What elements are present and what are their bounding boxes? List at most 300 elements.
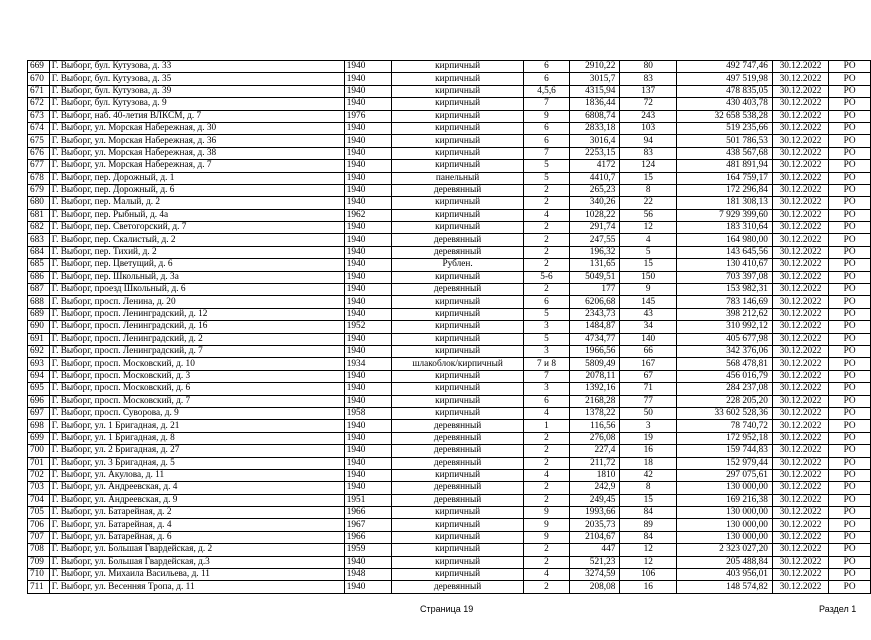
address-cell: Г. Выборг, бул. Кутузова, д. 39 — [49, 85, 344, 97]
area-cell: 276,08 — [569, 432, 620, 444]
area-cell: 447 — [569, 544, 620, 556]
area-cell: 2253,15 — [569, 147, 620, 159]
address-cell: Г. Выборг, просп. Ленинградский, д. 12 — [49, 308, 344, 320]
wall-material-cell: кирпичный — [391, 73, 524, 85]
table-row — [28, 147, 871, 159]
cost-cell: 32 658 538,28 — [677, 110, 773, 122]
area-cell: 265,23 — [569, 184, 620, 196]
area-cell: 2910,22 — [569, 61, 620, 73]
cost-cell: 183 310,64 — [677, 222, 773, 234]
build-year-cell: 1940 — [344, 271, 391, 283]
area-cell: 3015,7 — [569, 73, 620, 85]
cost-cell: 456 016,79 — [677, 370, 773, 382]
date-cell: 30.12.2022 — [772, 556, 828, 568]
row-number-cell: 700 — [28, 445, 50, 457]
area-cell: 2343,73 — [569, 308, 620, 320]
row-number-cell: 687 — [28, 284, 50, 296]
program-code-cell: РО — [829, 73, 871, 85]
table-row — [28, 581, 871, 593]
cost-cell: 297 075,61 — [677, 469, 773, 481]
date-cell: 30.12.2022 — [772, 296, 828, 308]
date-cell: 30.12.2022 — [772, 494, 828, 506]
floors-cell: 2 — [524, 234, 569, 246]
wall-material-cell: деревянный — [391, 482, 524, 494]
cost-cell: 159 744,83 — [677, 445, 773, 457]
area-cell: 1836,44 — [569, 98, 620, 110]
date-cell: 30.12.2022 — [772, 544, 828, 556]
program-code-cell: РО — [829, 147, 871, 159]
area-cell: 1378,22 — [569, 407, 620, 419]
floors-cell: 2 — [524, 259, 569, 271]
row-number-cell: 672 — [28, 98, 50, 110]
program-code-cell: РО — [829, 222, 871, 234]
address-cell: Г. Выборг, ул. Андреевская, д. 4 — [49, 482, 344, 494]
address-cell: Г. Выборг, ул. Батарейная, д. 2 — [49, 507, 344, 519]
build-year-cell: 1940 — [344, 482, 391, 494]
floors-cell: 6 — [524, 61, 569, 73]
program-code-cell: РО — [829, 85, 871, 97]
floors-cell: 9 — [524, 519, 569, 531]
area-cell: 1392,16 — [569, 383, 620, 395]
date-cell: 30.12.2022 — [772, 122, 828, 134]
row-number-cell: 699 — [28, 432, 50, 444]
residents-cell: 16 — [620, 445, 677, 457]
wall-material-cell: кирпичный — [391, 544, 524, 556]
wall-material-cell: деревянный — [391, 457, 524, 469]
wall-material-cell: деревянный — [391, 581, 524, 593]
table-row — [28, 222, 871, 234]
table-row — [28, 407, 871, 419]
date-cell: 30.12.2022 — [772, 333, 828, 345]
build-year-cell: 1940 — [344, 259, 391, 271]
residents-cell: 15 — [620, 172, 677, 184]
area-cell: 4315,94 — [569, 85, 620, 97]
address-cell: Г. Выборг, проезд Школьный, д. 6 — [49, 284, 344, 296]
residents-cell: 50 — [620, 407, 677, 419]
program-code-cell: РО — [829, 271, 871, 283]
cost-cell: 130 410,67 — [677, 259, 773, 271]
build-year-cell: 1940 — [344, 296, 391, 308]
wall-material-cell: деревянный — [391, 284, 524, 296]
floors-cell: 6 — [524, 296, 569, 308]
area-cell: 249,45 — [569, 494, 620, 506]
table-row — [28, 271, 871, 283]
table-row — [28, 333, 871, 345]
build-year-cell: 1940 — [344, 98, 391, 110]
date-cell: 30.12.2022 — [772, 519, 828, 531]
cost-cell: 172 296,84 — [677, 184, 773, 196]
cost-cell: 130 000,00 — [677, 507, 773, 519]
row-number-cell: 675 — [28, 135, 50, 147]
date-cell: 30.12.2022 — [772, 407, 828, 419]
address-cell: Г. Выборг, просп. Ленинградский, д. 2 — [49, 333, 344, 345]
floors-cell: 9 — [524, 531, 569, 543]
date-cell: 30.12.2022 — [772, 569, 828, 581]
floors-cell: 5-6 — [524, 271, 569, 283]
residents-cell: 16 — [620, 581, 677, 593]
program-code-cell: РО — [829, 370, 871, 382]
row-number-cell: 695 — [28, 383, 50, 395]
row-number-cell: 671 — [28, 85, 50, 97]
wall-material-cell: кирпичный — [391, 110, 524, 122]
build-year-cell: 1958 — [344, 407, 391, 419]
build-year-cell: 1940 — [344, 147, 391, 159]
build-year-cell: 1976 — [344, 110, 391, 122]
row-number-cell: 706 — [28, 519, 50, 531]
area-cell: 4734,77 — [569, 333, 620, 345]
area-cell: 242,9 — [569, 482, 620, 494]
address-cell: Г. Выборг, ул. Морская Набережная, д. 36 — [49, 135, 344, 147]
wall-material-cell: деревянный — [391, 184, 524, 196]
floors-cell: 1 — [524, 420, 569, 432]
row-number-cell: 689 — [28, 308, 50, 320]
program-code-cell: РО — [829, 197, 871, 209]
build-year-cell: 1940 — [344, 246, 391, 258]
area-cell: 521,23 — [569, 556, 620, 568]
date-cell: 30.12.2022 — [772, 259, 828, 271]
row-number-cell: 682 — [28, 222, 50, 234]
floors-cell: 6 — [524, 135, 569, 147]
date-cell: 30.12.2022 — [772, 234, 828, 246]
residents-cell: 12 — [620, 222, 677, 234]
residents-cell: 56 — [620, 209, 677, 221]
date-cell: 30.12.2022 — [772, 73, 828, 85]
table-row — [28, 197, 871, 209]
wall-material-cell: деревянный — [391, 445, 524, 457]
date-cell: 30.12.2022 — [772, 507, 828, 519]
floors-cell: 2 — [524, 482, 569, 494]
residents-cell: 84 — [620, 531, 677, 543]
address-cell: Г. Выборг, просп. Суворова, д. 9 — [49, 407, 344, 419]
row-number-cell: 701 — [28, 457, 50, 469]
cost-cell: 164 759,17 — [677, 172, 773, 184]
area-cell: 1810 — [569, 469, 620, 481]
date-cell: 30.12.2022 — [772, 271, 828, 283]
program-code-cell: РО — [829, 432, 871, 444]
build-year-cell: 1940 — [344, 284, 391, 296]
residents-cell: 167 — [620, 358, 677, 370]
date-cell: 30.12.2022 — [772, 246, 828, 258]
row-number-cell: 673 — [28, 110, 50, 122]
date-cell: 30.12.2022 — [772, 147, 828, 159]
cost-cell: 501 786,53 — [677, 135, 773, 147]
build-year-cell: 1940 — [344, 160, 391, 172]
date-cell: 30.12.2022 — [772, 531, 828, 543]
row-number-cell: 669 — [28, 61, 50, 73]
floors-cell: 7 — [524, 98, 569, 110]
wall-material-cell: деревянный — [391, 246, 524, 258]
program-code-cell: РО — [829, 519, 871, 531]
area-cell: 6808,74 — [569, 110, 620, 122]
program-code-cell: РО — [829, 160, 871, 172]
residents-cell: 145 — [620, 296, 677, 308]
table-row — [28, 469, 871, 481]
floors-cell: 2 — [524, 457, 569, 469]
build-year-cell: 1940 — [344, 383, 391, 395]
residents-cell: 106 — [620, 569, 677, 581]
date-cell: 30.12.2022 — [772, 135, 828, 147]
cost-cell: 130 000,00 — [677, 531, 773, 543]
cost-cell: 783 146,69 — [677, 296, 773, 308]
program-code-cell: РО — [829, 469, 871, 481]
address-cell: Г. Выборг, ул. Морская Набережная, д. 38 — [49, 147, 344, 159]
residents-cell: 67 — [620, 370, 677, 382]
cost-cell: 7 929 399,60 — [677, 209, 773, 221]
residents-cell: 8 — [620, 184, 677, 196]
row-number-cell: 683 — [28, 234, 50, 246]
table-row — [28, 110, 871, 122]
cost-cell: 405 677,98 — [677, 333, 773, 345]
table-body — [28, 61, 871, 594]
program-code-cell: РО — [829, 358, 871, 370]
wall-material-cell: кирпичный — [391, 531, 524, 543]
row-number-cell: 704 — [28, 494, 50, 506]
residents-cell: 43 — [620, 308, 677, 320]
address-cell: Г. Выборг, пер. Цветущий, д. 6 — [49, 259, 344, 271]
floors-cell: 3 — [524, 321, 569, 333]
build-year-cell: 1948 — [344, 569, 391, 581]
floors-cell: 6 — [524, 395, 569, 407]
residents-cell: 15 — [620, 494, 677, 506]
address-cell: Г. Выборг, ул. Батарейная, д. 4 — [49, 519, 344, 531]
cost-cell: 181 308,13 — [677, 197, 773, 209]
address-cell: Г. Выборг, просп. Московский, д. 10 — [49, 358, 344, 370]
wall-material-cell: деревянный — [391, 432, 524, 444]
row-number-cell: 708 — [28, 544, 50, 556]
table-row — [28, 234, 871, 246]
area-cell: 3274,59 — [569, 569, 620, 581]
row-number-cell: 676 — [28, 147, 50, 159]
build-year-cell: 1940 — [344, 197, 391, 209]
wall-material-cell: кирпичный — [391, 395, 524, 407]
table-row — [28, 358, 871, 370]
program-code-cell: РО — [829, 556, 871, 568]
wall-material-cell: кирпичный — [391, 321, 524, 333]
area-cell: 1028,22 — [569, 209, 620, 221]
address-cell: Г. Выборг, ул. 2 Бригадная, д. 27 — [49, 445, 344, 457]
wall-material-cell: кирпичный — [391, 296, 524, 308]
table-row — [28, 85, 871, 97]
wall-material-cell: кирпичный — [391, 383, 524, 395]
build-year-cell: 1940 — [344, 234, 391, 246]
area-cell: 2104,67 — [569, 531, 620, 543]
row-number-cell: 710 — [28, 569, 50, 581]
residents-cell: 140 — [620, 333, 677, 345]
program-code-cell: РО — [829, 284, 871, 296]
address-cell: Г. Выборг, пер. Дорожный, д. 1 — [49, 172, 344, 184]
program-code-cell: РО — [829, 544, 871, 556]
date-cell: 30.12.2022 — [772, 445, 828, 457]
cost-cell: 284 237,08 — [677, 383, 773, 395]
wall-material-cell: деревянный — [391, 494, 524, 506]
date-cell: 30.12.2022 — [772, 432, 828, 444]
date-cell: 30.12.2022 — [772, 197, 828, 209]
table-row — [28, 544, 871, 556]
residents-cell: 150 — [620, 271, 677, 283]
cost-cell: 152 979,44 — [677, 457, 773, 469]
program-code-cell: РО — [829, 172, 871, 184]
table-row — [28, 432, 871, 444]
row-number-cell: 681 — [28, 209, 50, 221]
area-cell: 1993,66 — [569, 507, 620, 519]
table-row — [28, 507, 871, 519]
cost-cell: 153 982,31 — [677, 284, 773, 296]
program-code-cell: РО — [829, 333, 871, 345]
wall-material-cell: кирпичный — [391, 197, 524, 209]
table-row — [28, 259, 871, 271]
cost-cell: 148 574,82 — [677, 581, 773, 593]
program-code-cell: РО — [829, 321, 871, 333]
area-cell: 247,55 — [569, 234, 620, 246]
residents-cell: 22 — [620, 197, 677, 209]
build-year-cell: 1940 — [344, 370, 391, 382]
table-row — [28, 73, 871, 85]
area-cell: 1966,56 — [569, 345, 620, 357]
address-cell: Г. Выборг, ул. 1 Бригадная, д. 8 — [49, 432, 344, 444]
program-code-cell: РО — [829, 135, 871, 147]
build-year-cell: 1940 — [344, 420, 391, 432]
residents-cell: 89 — [620, 519, 677, 531]
floors-cell: 7 — [524, 370, 569, 382]
row-number-cell: 703 — [28, 482, 50, 494]
floors-cell: 4 — [524, 569, 569, 581]
address-cell: Г. Выборг, бул. Кутузова, д. 9 — [49, 98, 344, 110]
program-code-cell: РО — [829, 234, 871, 246]
address-cell: Г. Выборг, просп. Ленина, д. 20 — [49, 296, 344, 308]
residents-cell: 84 — [620, 507, 677, 519]
program-code-cell: РО — [829, 581, 871, 593]
build-year-cell: 1940 — [344, 457, 391, 469]
floors-cell: 2 — [524, 494, 569, 506]
date-cell: 30.12.2022 — [772, 395, 828, 407]
address-cell: Г. Выборг, ул. Весенняя Тропа, д. 11 — [49, 581, 344, 593]
cost-cell: 164 980,00 — [677, 234, 773, 246]
row-number-cell: 691 — [28, 333, 50, 345]
row-number-cell: 678 — [28, 172, 50, 184]
wall-material-cell: кирпичный — [391, 345, 524, 357]
wall-material-cell: кирпичный — [391, 407, 524, 419]
floors-cell: 2 — [524, 222, 569, 234]
wall-material-cell: кирпичный — [391, 122, 524, 134]
build-year-cell: 1940 — [344, 61, 391, 73]
address-cell: Г. Выборг, ул. Батарейная, д. 6 — [49, 531, 344, 543]
area-cell: 5809,49 — [569, 358, 620, 370]
floors-cell: 3 — [524, 345, 569, 357]
area-cell: 211,72 — [569, 457, 620, 469]
wall-material-cell: шлакоблок/кирпичный — [391, 358, 524, 370]
row-number-cell: 688 — [28, 296, 50, 308]
floors-cell: 2 — [524, 432, 569, 444]
floors-cell: 5 — [524, 333, 569, 345]
table-row — [28, 569, 871, 581]
row-number-cell: 679 — [28, 184, 50, 196]
date-cell: 30.12.2022 — [772, 85, 828, 97]
cost-cell: 478 835,05 — [677, 85, 773, 97]
floors-cell: 2 — [524, 556, 569, 568]
residents-cell: 9 — [620, 284, 677, 296]
table-row — [28, 321, 871, 333]
wall-material-cell: кирпичный — [391, 85, 524, 97]
residents-cell: 18 — [620, 457, 677, 469]
residents-cell: 94 — [620, 135, 677, 147]
cost-cell: 497 519,98 — [677, 73, 773, 85]
table-row — [28, 482, 871, 494]
table-row — [28, 531, 871, 543]
row-number-cell: 670 — [28, 73, 50, 85]
area-cell: 2078,11 — [569, 370, 620, 382]
build-year-cell: 1940 — [344, 445, 391, 457]
cost-cell: 492 747,46 — [677, 61, 773, 73]
date-cell: 30.12.2022 — [772, 370, 828, 382]
wall-material-cell: кирпичный — [391, 98, 524, 110]
address-cell: Г. Выборг, пер. Тихий, д. 2 — [49, 246, 344, 258]
date-cell: 30.12.2022 — [772, 184, 828, 196]
floors-cell: 2 — [524, 246, 569, 258]
cost-cell: 169 216,38 — [677, 494, 773, 506]
date-cell: 30.12.2022 — [772, 383, 828, 395]
date-cell: 30.12.2022 — [772, 284, 828, 296]
residents-cell: 12 — [620, 556, 677, 568]
floors-cell: 9 — [524, 507, 569, 519]
residents-cell: 137 — [620, 85, 677, 97]
row-number-cell: 711 — [28, 581, 50, 593]
program-code-cell: РО — [829, 507, 871, 519]
build-year-cell: 1940 — [344, 581, 391, 593]
area-cell: 5049,51 — [569, 271, 620, 283]
cost-cell: 568 478,81 — [677, 358, 773, 370]
date-cell: 30.12.2022 — [772, 581, 828, 593]
address-cell: Г. Выборг, пер. Скалистый, д. 2 — [49, 234, 344, 246]
floors-cell: 4 — [524, 407, 569, 419]
floors-cell: 4,5,6 — [524, 85, 569, 97]
program-code-cell: РО — [829, 383, 871, 395]
table-row — [28, 345, 871, 357]
cost-cell: 481 891,94 — [677, 160, 773, 172]
build-year-cell: 1940 — [344, 122, 391, 134]
area-cell: 116,56 — [569, 420, 620, 432]
date-cell: 30.12.2022 — [772, 358, 828, 370]
residents-cell: 124 — [620, 160, 677, 172]
cost-cell: 703 397,08 — [677, 271, 773, 283]
wall-material-cell: кирпичный — [391, 209, 524, 221]
area-cell: 4410,7 — [569, 172, 620, 184]
cost-cell: 78 740,72 — [677, 420, 773, 432]
program-code-cell: РО — [829, 395, 871, 407]
date-cell: 30.12.2022 — [772, 222, 828, 234]
wall-material-cell: кирпичный — [391, 469, 524, 481]
cost-cell: 310 992,12 — [677, 321, 773, 333]
wall-material-cell: кирпичный — [391, 308, 524, 320]
floors-cell: 2 — [524, 544, 569, 556]
address-cell: Г. Выборг, наб. 40-летия ВЛКСМ, д. 7 — [49, 110, 344, 122]
address-cell: Г. Выборг, ул. Морская Набережная, д. 30 — [49, 122, 344, 134]
program-code-cell: РО — [829, 482, 871, 494]
wall-material-cell: кирпичный — [391, 271, 524, 283]
residents-cell: 4 — [620, 234, 677, 246]
area-cell: 208,08 — [569, 581, 620, 593]
table-row — [28, 445, 871, 457]
build-year-cell: 1940 — [344, 333, 391, 345]
row-number-cell: 693 — [28, 358, 50, 370]
floors-cell: 2 — [524, 184, 569, 196]
date-cell: 30.12.2022 — [772, 160, 828, 172]
residents-cell: 8 — [620, 482, 677, 494]
program-code-cell: РО — [829, 407, 871, 419]
wall-material-cell: кирпичный — [391, 160, 524, 172]
build-year-cell: 1940 — [344, 469, 391, 481]
address-cell: Г. Выборг, ул. 3 Бригадная, д. 5 — [49, 457, 344, 469]
date-cell: 30.12.2022 — [772, 61, 828, 73]
